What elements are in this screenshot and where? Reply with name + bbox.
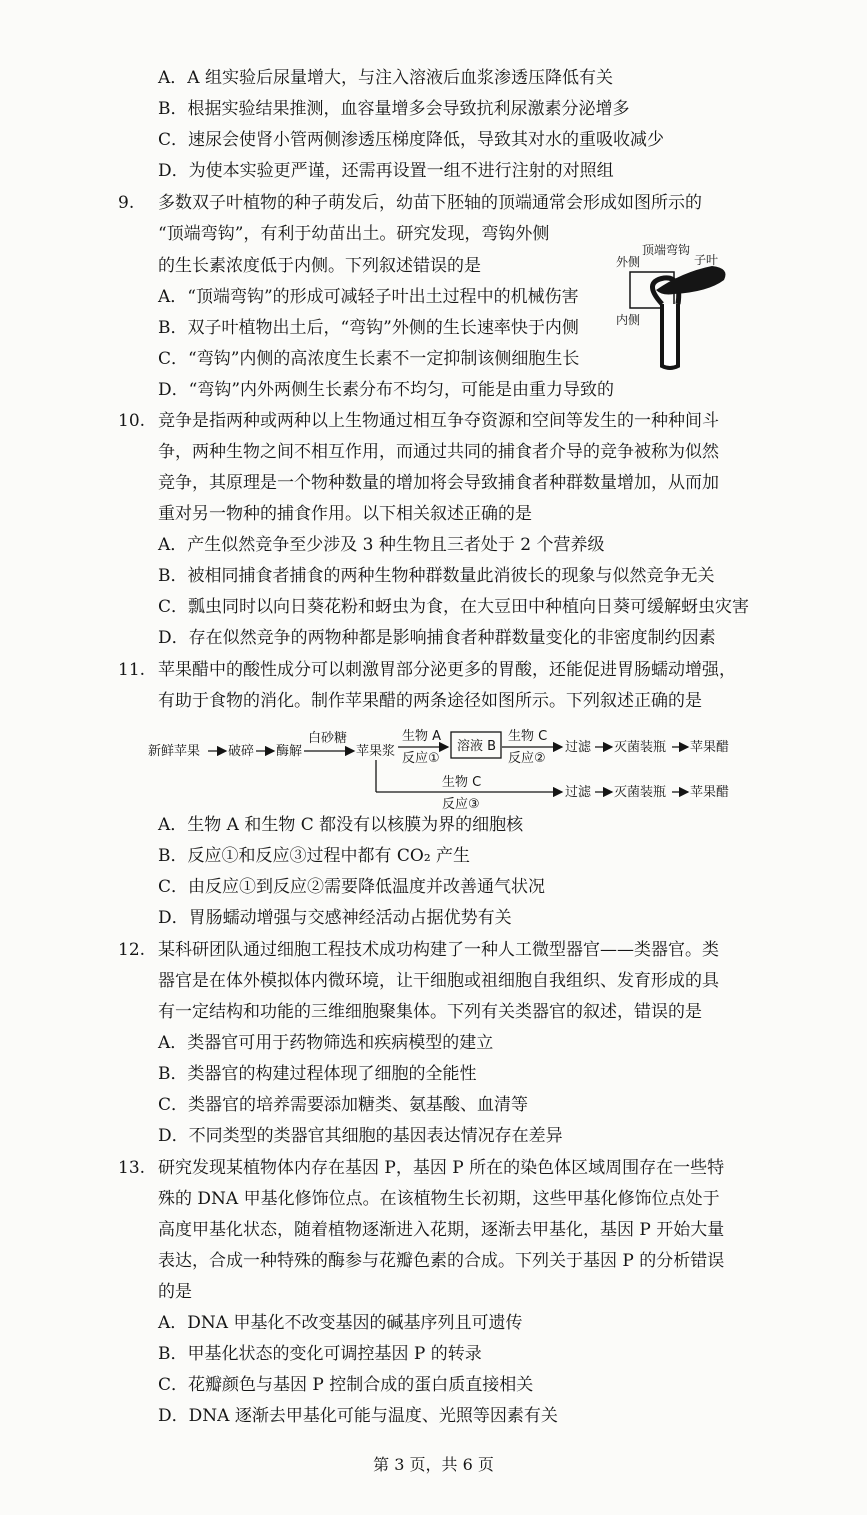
q8-option-d: D．为使本实验更严谨，还需再设置一组不进行注射的对照组: [158, 161, 614, 181]
apical-hook-figure: [612, 242, 732, 372]
flow-filter-lower: 过滤: [565, 785, 592, 800]
q10-number: 10.: [118, 411, 146, 431]
q13-stem-line: 研究发现某植物体内存在基因 P，基因 P 所在的染色体区域周围存在一些特: [158, 1158, 725, 1178]
q9-number: 9.: [118, 193, 135, 213]
q10-stem-line: 竞争，其原理是一个物种数量的增加将会导致捕食者种群数量增加，从而加: [158, 473, 719, 493]
q9-option-a: A．“顶端弯钩”的形成可减轻子叶出土过程中的机械伤害: [158, 287, 579, 307]
flow-reaction-3: 反应③: [442, 797, 480, 812]
q12-stem-line: 某科研团队通过细胞工程技术成功构建了一种人工微型器官——类器官。类: [158, 940, 719, 960]
q12-stem-line: 有一定结构和功能的三维细胞聚集体。下列有关类器官的叙述，错误的是: [158, 1002, 702, 1022]
flow-crush: 破碎: [228, 744, 255, 759]
q11-option-b: B．反应①和反应③过程中都有 CO₂ 产生: [158, 846, 471, 866]
q11-option-d: D．胃肠蠕动增强与交感神经活动占据优势有关: [158, 908, 512, 928]
apple-vinegar-flow-figure: [140, 722, 750, 812]
fig9-hook-label: 顶端弯钩: [642, 243, 691, 257]
q13-number: 13.: [118, 1158, 146, 1178]
flow-sterilize-lower: 灭菌装瓶: [614, 785, 667, 800]
q10-option-a: A．产生似然竞争至少涉及 3 种生物且三者处于 2 个营养级: [158, 535, 605, 555]
flow-apple-juice: 苹果浆: [356, 744, 396, 759]
q13-stem-line: 表达，合成一种特殊的酶参与花瓣色素的合成。下列关于基因 P 的分析错误: [158, 1251, 725, 1271]
q11-option-c: C．由反应①到反应②需要降低温度并改善通气状况: [158, 877, 546, 897]
q13-stem-line: 高度甲基化状态，随着植物逐渐进入花期，逐渐去甲基化，基因 P 开始大量: [158, 1220, 725, 1240]
flow-organism-c-lower: 生物 C: [442, 775, 482, 790]
q10-stem-line: 争，两种生物之间不相互作用，而通过共同的捕食者介导的竞争被称为似然: [158, 442, 719, 462]
q11-number: 11.: [118, 660, 146, 680]
flow-reaction-1: 反应①: [402, 751, 440, 766]
q13-option-c: C．花瓣颜色与基因 P 控制合成的蛋白质直接相关: [158, 1375, 534, 1395]
q13-stem-line: 的是: [158, 1282, 192, 1302]
fig9-cotyledon-label: 子叶: [694, 253, 719, 267]
flow-vinegar-lower: 苹果醋: [690, 785, 730, 800]
q9-stem-line: 的生长素浓度低于内侧。下列叙述错误的是: [158, 256, 481, 276]
q9-option-b: B．双子叶植物出土后，“弯钩”外侧的生长速率快于内侧: [158, 318, 579, 338]
flow-sugar: 白砂糖: [308, 731, 348, 746]
q10-stem-line: 竞争是指两种或两种以上生物通过相互争夺资源和空间等发生的一种种间斗: [158, 411, 719, 431]
fig9-hypocotyl: [662, 304, 678, 368]
q9-stem-line: 多数双子叶植物的种子萌发后，幼苗下胚轴的顶端通常会形成如图所示的: [158, 193, 702, 213]
q11-stem-line: 苹果醋中的酸性成分可以刺激胃部分泌更多的胃酸，还能促进胃肠蠕动增强，: [158, 660, 736, 680]
q10-option-b: B．被相同捕食者捕食的两种生物种群数量此消彼长的现象与似然竞争无关: [158, 566, 715, 586]
q12-option-c: C．类器官的培养需要添加糖类、氨基酸、血清等: [158, 1095, 529, 1115]
flow-vinegar: 苹果醋: [690, 740, 730, 755]
q11-option-a: A．生物 A 和生物 C 都没有以核膜为界的细胞核: [158, 815, 524, 835]
q9-stem-line: “顶端弯钩”，有利于幼苗出土。研究发现，弯钩外侧: [158, 224, 550, 244]
flow-organism-c: 生物 C: [508, 729, 548, 744]
q13-stem-line: 殊的 DNA 甲基化修饰位点。在该植物生长初期，这些甲基化修饰位点处于: [158, 1189, 720, 1209]
flow-organism-a: 生物 A: [402, 729, 442, 744]
q9-option-c: C．“弯钩”内侧的高浓度生长素不一定抑制该侧细胞生长: [158, 349, 580, 369]
q8-option-c: C．速尿会使肾小管两侧渗透压梯度降低，导致其对水的重吸收减少: [158, 130, 665, 150]
q10-option-d: D．存在似然竞争的两物种都是影响捕食者种群数量变化的非密度制约因素: [158, 628, 716, 648]
q10-stem-line: 重对另一物种的捕食作用。以下相关叙述正确的是: [158, 504, 532, 524]
q8-option-a: A．A 组实验后尿量增大，与注入溶液后血浆渗透压降低有关: [158, 68, 613, 88]
flow-reaction-2: 反应②: [508, 751, 546, 766]
fig9-inner-label: 内侧: [616, 313, 641, 327]
q12-number: 12.: [118, 940, 146, 960]
flow-sterilize: 灭菌装瓶: [614, 740, 667, 755]
q10-option-c: C．瓢虫同时以向日葵花粉和蚜虫为食，在大豆田中种植向日葵可缓解蚜虫灾害: [158, 597, 750, 617]
q13-option-b: B．甲基化状态的变化可调控基因 P 的转录: [158, 1344, 482, 1364]
flow-filter: 过滤: [565, 740, 592, 755]
q13-option-d: D．DNA 逐渐去甲基化可能与温度、光照等因素有关: [158, 1406, 558, 1426]
q12-option-b: B．类器官的构建过程体现了细胞的全能性: [158, 1064, 477, 1084]
q12-stem-line: 器官是在体外模拟体内微环境，让干细胞或祖细胞自我组织、发育形成的具: [158, 971, 719, 991]
fig9-outer-label: 外侧: [616, 255, 641, 269]
q12-option-a: A．类器官可用于药物筛选和疾病模型的建立: [158, 1033, 494, 1053]
q11-stem-line: 有助于食物的消化。制作苹果醋的两条途径如图所示。下列叙述正确的是: [158, 691, 702, 711]
q8-option-b: B．根据实验结果推测，血容量增多会导致抗利尿激素分泌增多: [158, 99, 630, 119]
page-footer: 第 3 页，共 6 页: [373, 1455, 494, 1474]
q12-option-d: D．不同类型的类器官其细胞的基因表达情况存在差异: [158, 1126, 563, 1146]
flow-solution-b: 溶液 B: [457, 739, 497, 754]
flow-fresh-apple: 新鲜苹果: [148, 744, 201, 759]
flow-hydrolysis: 酶解: [276, 744, 303, 759]
q13-option-a: A．DNA 甲基化不改变基因的碱基序列且可遗传: [158, 1313, 523, 1333]
q9-option-d: D．“弯钩”内外两侧生长素分布不均匀，可能是由重力导致的: [158, 380, 615, 400]
